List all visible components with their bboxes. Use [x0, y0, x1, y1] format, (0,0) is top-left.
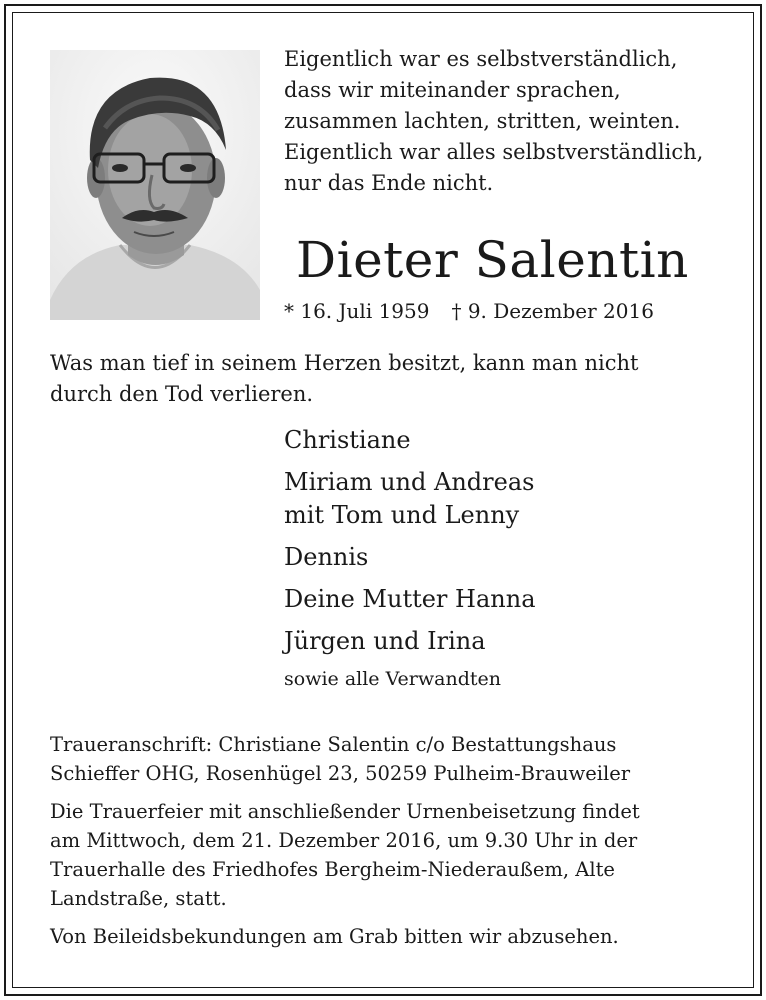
- poem-line: Eigentlich war alles selbstverständlich,: [284, 140, 704, 164]
- mourner-entry: [284, 424, 724, 457]
- poem: [284, 44, 724, 199]
- condolence-note: [50, 922, 730, 951]
- portrait-photo: [50, 50, 260, 320]
- mourner-line: Christiane: [284, 426, 411, 454]
- ceremony-line: Landstraße, statt.: [50, 887, 227, 910]
- death-date: † 9. Dezember 2016: [451, 299, 654, 323]
- relatives-line: sowie alle Verwandten: [284, 668, 501, 690]
- portrait-image: [50, 50, 260, 320]
- mourner-entry: [284, 466, 724, 532]
- mourning-address: [50, 730, 730, 788]
- ceremony-line: am Mittwoch, dem 21. Dezember 2016, um 9.30 Uhr in der: [50, 829, 638, 852]
- ceremony-details: [50, 797, 730, 913]
- quote-line: Was man tief in seinem Herzen besitzt, kann man nicht: [50, 351, 639, 375]
- memorial-quote: [50, 348, 730, 410]
- funeral-info: [50, 730, 730, 960]
- birth-date: * 16. Juli 1959: [284, 299, 430, 323]
- mourner-entry: [284, 625, 724, 658]
- mourner-line: Jürgen und Irina: [284, 627, 486, 655]
- condolence-line: Von Beileidsbekundungen am Grab bitten wir abzusehen.: [50, 925, 619, 948]
- mourner-entry: [284, 583, 724, 616]
- mourner-line: Dennis: [284, 543, 369, 571]
- poem-line: dass wir miteinander sprachen,: [284, 78, 621, 102]
- life-dates: [284, 296, 654, 326]
- mourners-list: [284, 424, 724, 693]
- ceremony-line: Trauerhalle des Friedhofes Bergheim-Niederaußem, Alte: [50, 858, 615, 881]
- ceremony-line: Die Trauerfeier mit anschließender Urnenbeisetzung findet: [50, 800, 640, 823]
- poem-line: nur das Ende nicht.: [284, 171, 494, 195]
- mourner-line: Miriam und Andreas: [284, 468, 535, 496]
- quote-line: durch den Tod verlieren.: [50, 382, 314, 406]
- address-line: Traueranschrift: Christiane Salentin c/o Bestattungshaus: [50, 733, 617, 756]
- poem-line: zusammen lachten, stritten, weinten.: [284, 109, 681, 133]
- mourner-line: Deine Mutter Hanna: [284, 585, 536, 613]
- mourner-entry: [284, 541, 724, 574]
- address-line: Schieffer OHG, Rosenhügel 23, 50259 Pulheim-Brauweiler: [50, 762, 631, 785]
- mourner-line: mit Tom und Lenny: [284, 501, 520, 529]
- poem-line: Eigentlich war es selbstverständlich,: [284, 47, 678, 71]
- deceased-name: Dieter Salentin: [296, 231, 689, 289]
